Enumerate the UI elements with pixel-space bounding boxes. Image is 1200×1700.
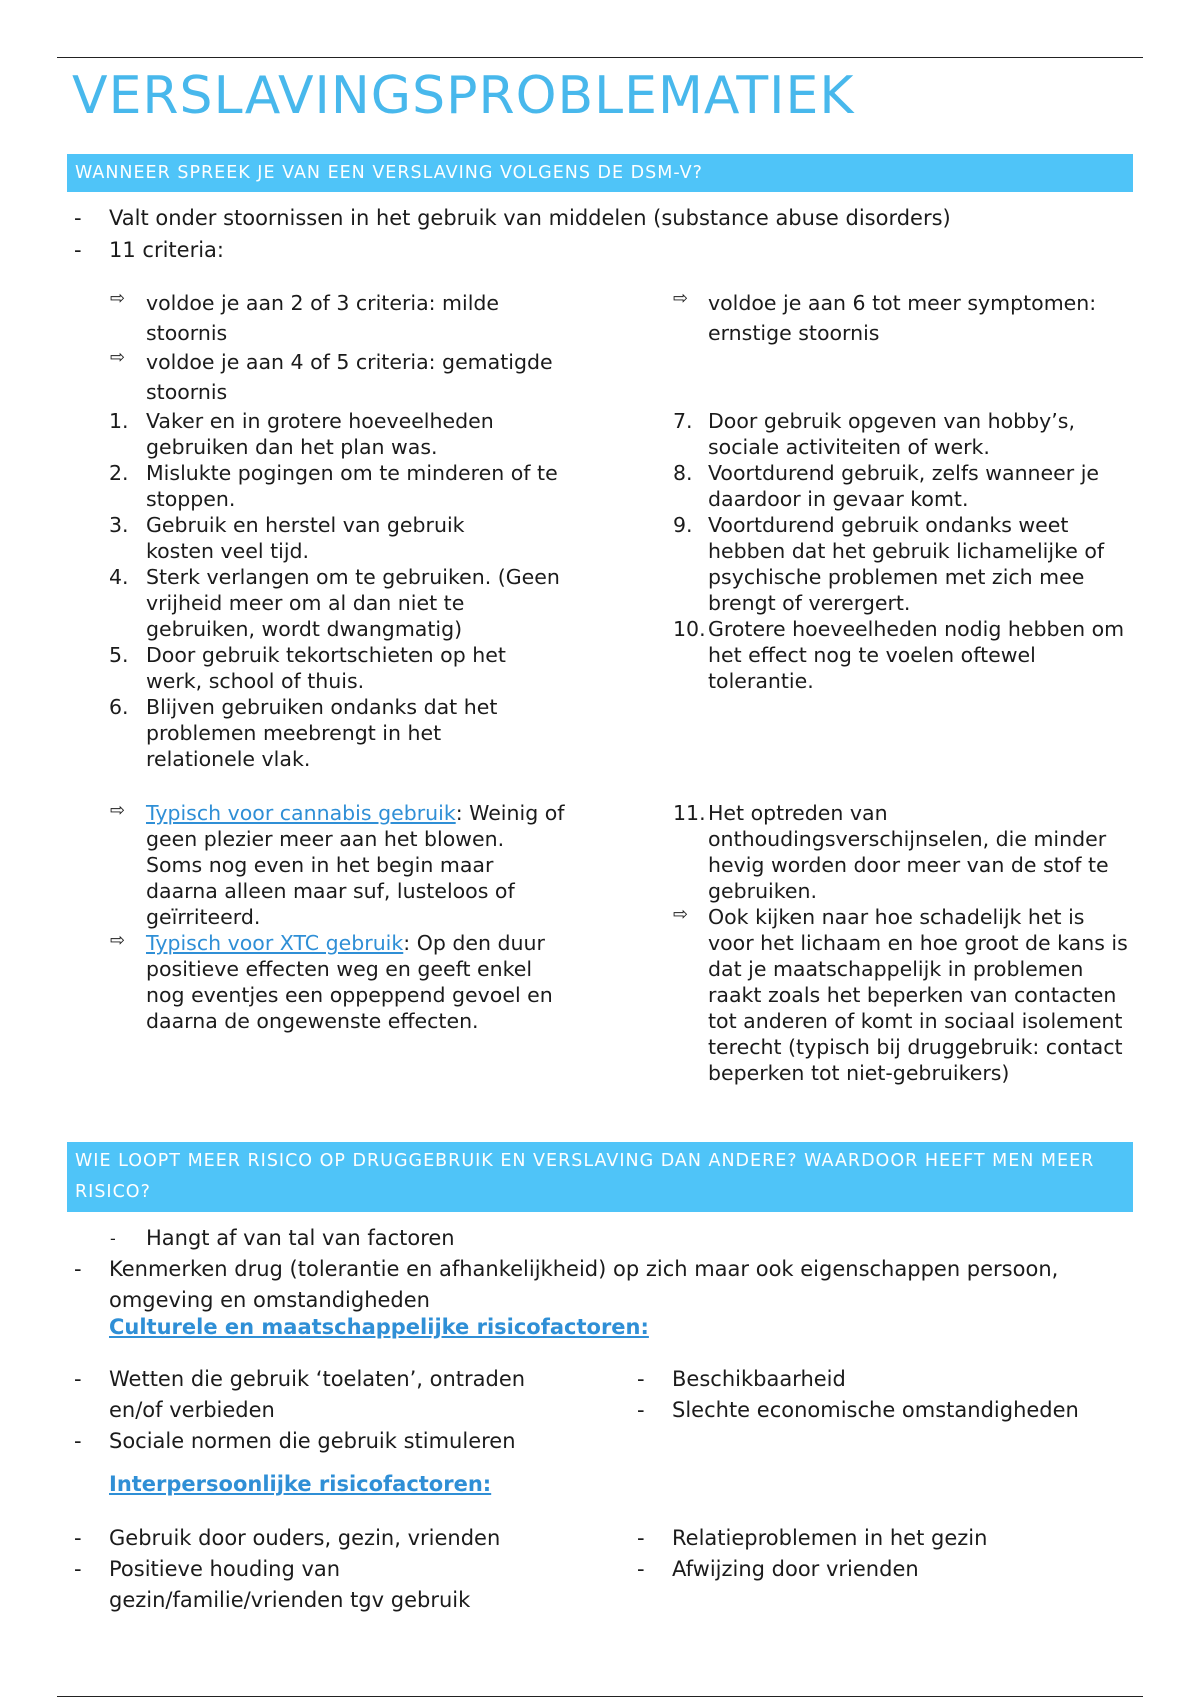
link-cannabis[interactable]: Typisch voor cannabis gebruik <box>146 801 456 825</box>
criterion-6: Blijven gebruiken ondanks dat het problemen meebrengt in het relationele vlak. <box>146 695 498 771</box>
dash-marker: - <box>74 1557 82 1581</box>
arrow-icon: ⇨ <box>110 800 126 821</box>
criterion-10: Grotere hoeveelheden nodig hebben om het effect nog te voelen oftewel tolerantie. <box>708 617 1125 693</box>
criterion-number: 9. <box>673 513 693 537</box>
dash-marker: - <box>74 238 82 262</box>
criterion-number: 5. <box>109 643 129 667</box>
severity-mild: voldoe je aan 2 of 3 criteria: milde stoornis <box>146 291 500 345</box>
criterion-number: 10. <box>673 617 706 641</box>
dash-marker: - <box>74 206 82 230</box>
cultural-left-1: Wetten die gebruik ‘toelaten’, ontraden en/of verbieden <box>109 1367 526 1422</box>
interpersonal-left-2: Positieve houding van gezin/familie/vrienden tgv gebruik <box>109 1557 471 1612</box>
criterion-11: Het optreden van onthoudingsverschijnselen, die minder hevig worden door meer van de stof te gebruiken. <box>708 801 1109 903</box>
arrow-icon: ⇨ <box>673 288 689 309</box>
interpersonal-right-1: Relatieproblemen in het gezin <box>672 1526 988 1550</box>
dash-marker: - <box>637 1367 645 1391</box>
bottom-rule <box>57 1696 1143 1697</box>
dash-marker: - <box>637 1398 645 1422</box>
bullet-substance-abuse: Valt onder stoornissen in het gebruik van middelen (substance abuse disorders) <box>109 206 951 230</box>
note-harm: Ook kijken naar hoe schadelijk het is voor het lichaam en hoe groot de kans is dat je maatschappelijk in problemen raakt zoals het beperken van contacten tot anderen of komt in sociaal isolement terecht (typisch bij druggebruik: contact beperken tot niet-gebruikers) <box>708 905 1128 1085</box>
subheading-cultural: Culturele en maatschappelijke risicofactoren: <box>109 1315 649 1339</box>
dash-marker: - <box>637 1557 645 1581</box>
note-cannabis <box>146 800 566 930</box>
dash-marker: - <box>74 1526 82 1550</box>
criterion-8: Voortdurend gebruik, zelfs wanneer je daardoor in gevaar komt. <box>708 461 1100 511</box>
criterion-1: Vaker en in grotere hoeveelheden gebruiken dan het plan was. <box>146 409 494 459</box>
arrow-icon: ⇨ <box>110 347 126 368</box>
top-rule <box>57 57 1143 58</box>
criterion-3: Gebruik en herstel van gebruik kosten veel tijd. <box>146 513 465 563</box>
dash-marker: - <box>74 1429 82 1453</box>
arrow-icon: ⇨ <box>110 288 126 309</box>
criterion-number: 2. <box>109 461 129 485</box>
bullet-drug-characteristics: Kenmerken drug (tolerantie en afhankelijkheid) op zich maar ook eigenschappen persoon, omgeving en omstandigheden <box>109 1257 1059 1312</box>
page-title: VERSLAVINGSPROBLEMATIEK <box>72 66 855 126</box>
note-xtc <box>146 930 566 1034</box>
criterion-number: 1. <box>109 409 129 433</box>
bullet-factors: Hangt af van tal van factoren <box>146 1226 455 1250</box>
interpersonal-left-1: Gebruik door ouders, gezin, vrienden <box>109 1526 501 1550</box>
cultural-right-1: Beschikbaarheid <box>672 1367 846 1391</box>
dash-marker: - <box>74 1367 82 1391</box>
criterion-9: Voortdurend gebruik ondanks weet hebben dat het gebruik lichamelijke of psychische problemen met zich mee brengt of verergert. <box>708 513 1105 615</box>
dash-marker: - <box>637 1526 645 1550</box>
bullet-11-criteria: 11 criteria: <box>109 238 224 262</box>
criterion-number: 7. <box>673 409 693 433</box>
note-cannabis-text: : Weinig of geen plezier meer aan het blowen. Soms nog even in het begin maar daarna alleen maar suf, lusteloos of geïrriteerd. <box>146 801 565 929</box>
criterion-7: Door gebruik opgeven van hobby’s, sociale activiteiten of werk. <box>708 409 1075 459</box>
section-heading-dsm: WANNEER SPREEK JE VAN EEN VERSLAVING VOLGENS DE DSM-V? <box>67 154 1133 192</box>
link-xtc[interactable]: Typisch voor XTC gebruik <box>146 931 404 955</box>
criterion-2: Mislukte pogingen om te minderen of te stoppen. <box>146 461 558 511</box>
cultural-right-2: Slechte economische omstandigheden <box>672 1398 1079 1422</box>
section-heading-risk: WIE LOOPT MEER RISICO OP DRUGGEBRUIK EN VERSLAVING DAN ANDERE? WAARDOOR HEEFT MEN MEER RISICO? <box>67 1142 1133 1212</box>
cultural-left-2: Sociale normen die gebruik stimuleren <box>109 1429 516 1453</box>
criterion-number: 8. <box>673 461 693 485</box>
criterion-number: 3. <box>109 513 129 537</box>
interpersonal-right-2: Afwijzing door vrienden <box>672 1557 919 1581</box>
severity-severe: voldoe je aan 6 tot meer symptomen: ernstige stoornis <box>708 291 1097 345</box>
severity-moderate: voldoe je aan 4 of 5 criteria: gematigde stoornis <box>146 350 553 404</box>
dash-marker: - <box>110 1229 116 1248</box>
note-xtc-text: : Op den duur positieve effecten weg en geeft enkel nog eventjes een oppeppend gevoel en daarna de ongewenste effecten. <box>146 931 553 1033</box>
criterion-5: Door gebruik tekortschieten op het werk, school of thuis. <box>146 643 506 693</box>
criterion-number: 11. <box>673 801 706 825</box>
criterion-4: Sterk verlangen om te gebruiken. (Geen vrijheid meer om al dan niet te gebruiken, wordt dwangmatig) <box>146 565 560 641</box>
criterion-number: 4. <box>109 565 129 589</box>
arrow-icon: ⇨ <box>673 904 689 925</box>
arrow-icon: ⇨ <box>110 930 126 951</box>
subheading-interpersonal: Interpersoonlijke risicofactoren: <box>109 1472 492 1496</box>
dash-marker: - <box>74 1257 82 1281</box>
criterion-number: 6. <box>109 695 129 719</box>
